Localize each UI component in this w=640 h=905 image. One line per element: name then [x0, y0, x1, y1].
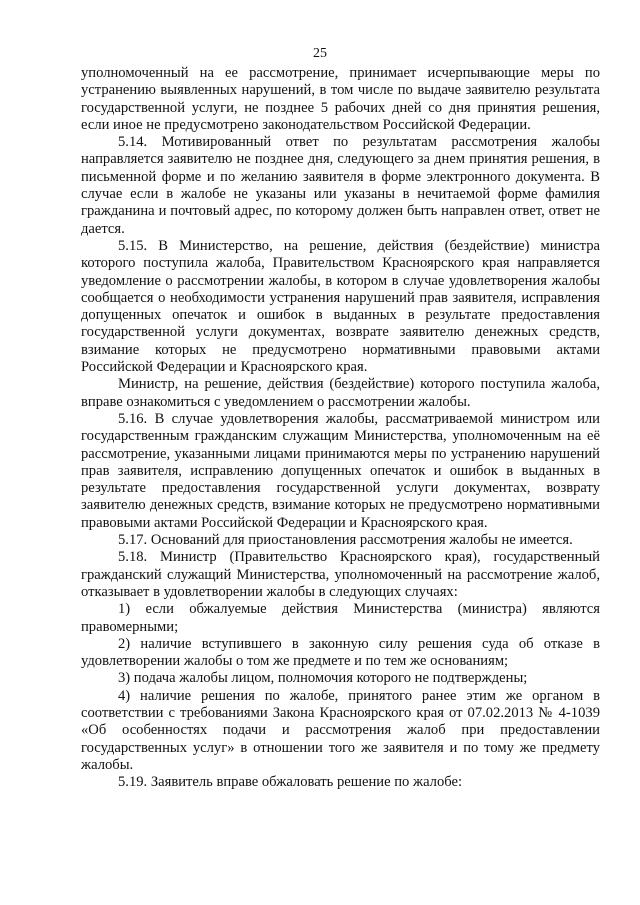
paragraph-5-17: 5.17. Оснований для приостановления рассмотрения жалобы не имеется.: [118, 532, 573, 549]
paragraph-5-18: 5.18. Министр (Правительство Красноярского края), государственный гражданский служащий Министерства, уполномоченный на рассмотрение жалоб, отказывает в удовлетворении жалобы в следующих случаях:: [81, 549, 600, 600]
paragraph-5-19: 5.19. Заявитель вправе обжаловать решение по жалобе:: [118, 774, 463, 791]
page-number: 25: [313, 46, 327, 61]
paragraph-5-16: 5.16. В случае удовлетворения жалобы, рассматриваемой министром или государственным гражданским служащим Министерства, уполномоченным на её рассмотрение, указанными лицами принимаются меры по устранению нарушений прав заявителя, исправлению допущенных опечаток и ошибок в выданных в результате предоставления государственной услуги документах, возврату заявителю денежных средств, взимание которых не предусмотрено нормативными правовыми актами Российской Федерации и Красноярского края.: [81, 410, 600, 531]
list-item-1: 1) если обжалуемые действия Министерства (министра) являются правомерными;: [81, 601, 600, 635]
paragraph-minister-notice: Министр, на решение, действия (бездействие) которого поступила жалоба, вправе ознакомиться с уведомлением о рассмотрении жалобы.: [81, 376, 600, 410]
paragraph-5-14: 5.14. Мотивированный ответ по результатам рассмотрения жалобы направляется заявителю не позднее дня, следующего за днем принятия решения, в письменной форме и по желанию заявителя в форме электронного документа. В случае если в жалобе не указаны или указаны в нечитаемой форме фамилия гражданина и почтовый адрес, по которому должен быть направлен ответ, ответ не дается.: [81, 134, 600, 237]
paragraph-continuation: уполномоченный на ее рассмотрение, принимает исчерпывающие меры по устранению выявленных нарушений, в том числе по выдаче заявителю результата государственной услуги, не позднее 5 рабочих дней со дня принятия решения, если иное не предусмотрено законодательством Российской Федерации.: [81, 65, 600, 133]
list-item-3: 3) подача жалобы лицом, полномочия которого не подтверждены;: [118, 670, 528, 687]
list-item-4: 4) наличие решения по жалобе, принятого ранее этим же органом в соответствии с требованиями Закона Красноярского края от 07.02.2013 № 4-1039 «Об особенностях подачи и рассмотрения жалоб при предоставлении государственных услуг» в отношении того же заявителя и по тому же предмету жалобы.: [81, 687, 600, 773]
document-body: [81, 65, 600, 791]
list-item-2: 2) наличие вступившего в законную силу решения суда об отказе в удовлетворении жалобы о том же предмете и по тем же основаниям;: [81, 635, 600, 670]
paragraph-5-15: 5.15. В Министерство, на решение, действия (бездействие) министра которого поступила жалоба, Правительством Красноярского края направляется уведомление о рассмотрении жалобы, в котором в случае удовлетворения жалобы сообщается о необходимости устранения нарушений прав заявителя, исправления допущенных опечаток и ошибок в выданных в результате предоставления государственной услуги документах, возврате заявителю денежных средств, взимание которых не предусмотрено нормативными правовыми актами Российской Федерации и Красноярского края.: [81, 237, 600, 376]
